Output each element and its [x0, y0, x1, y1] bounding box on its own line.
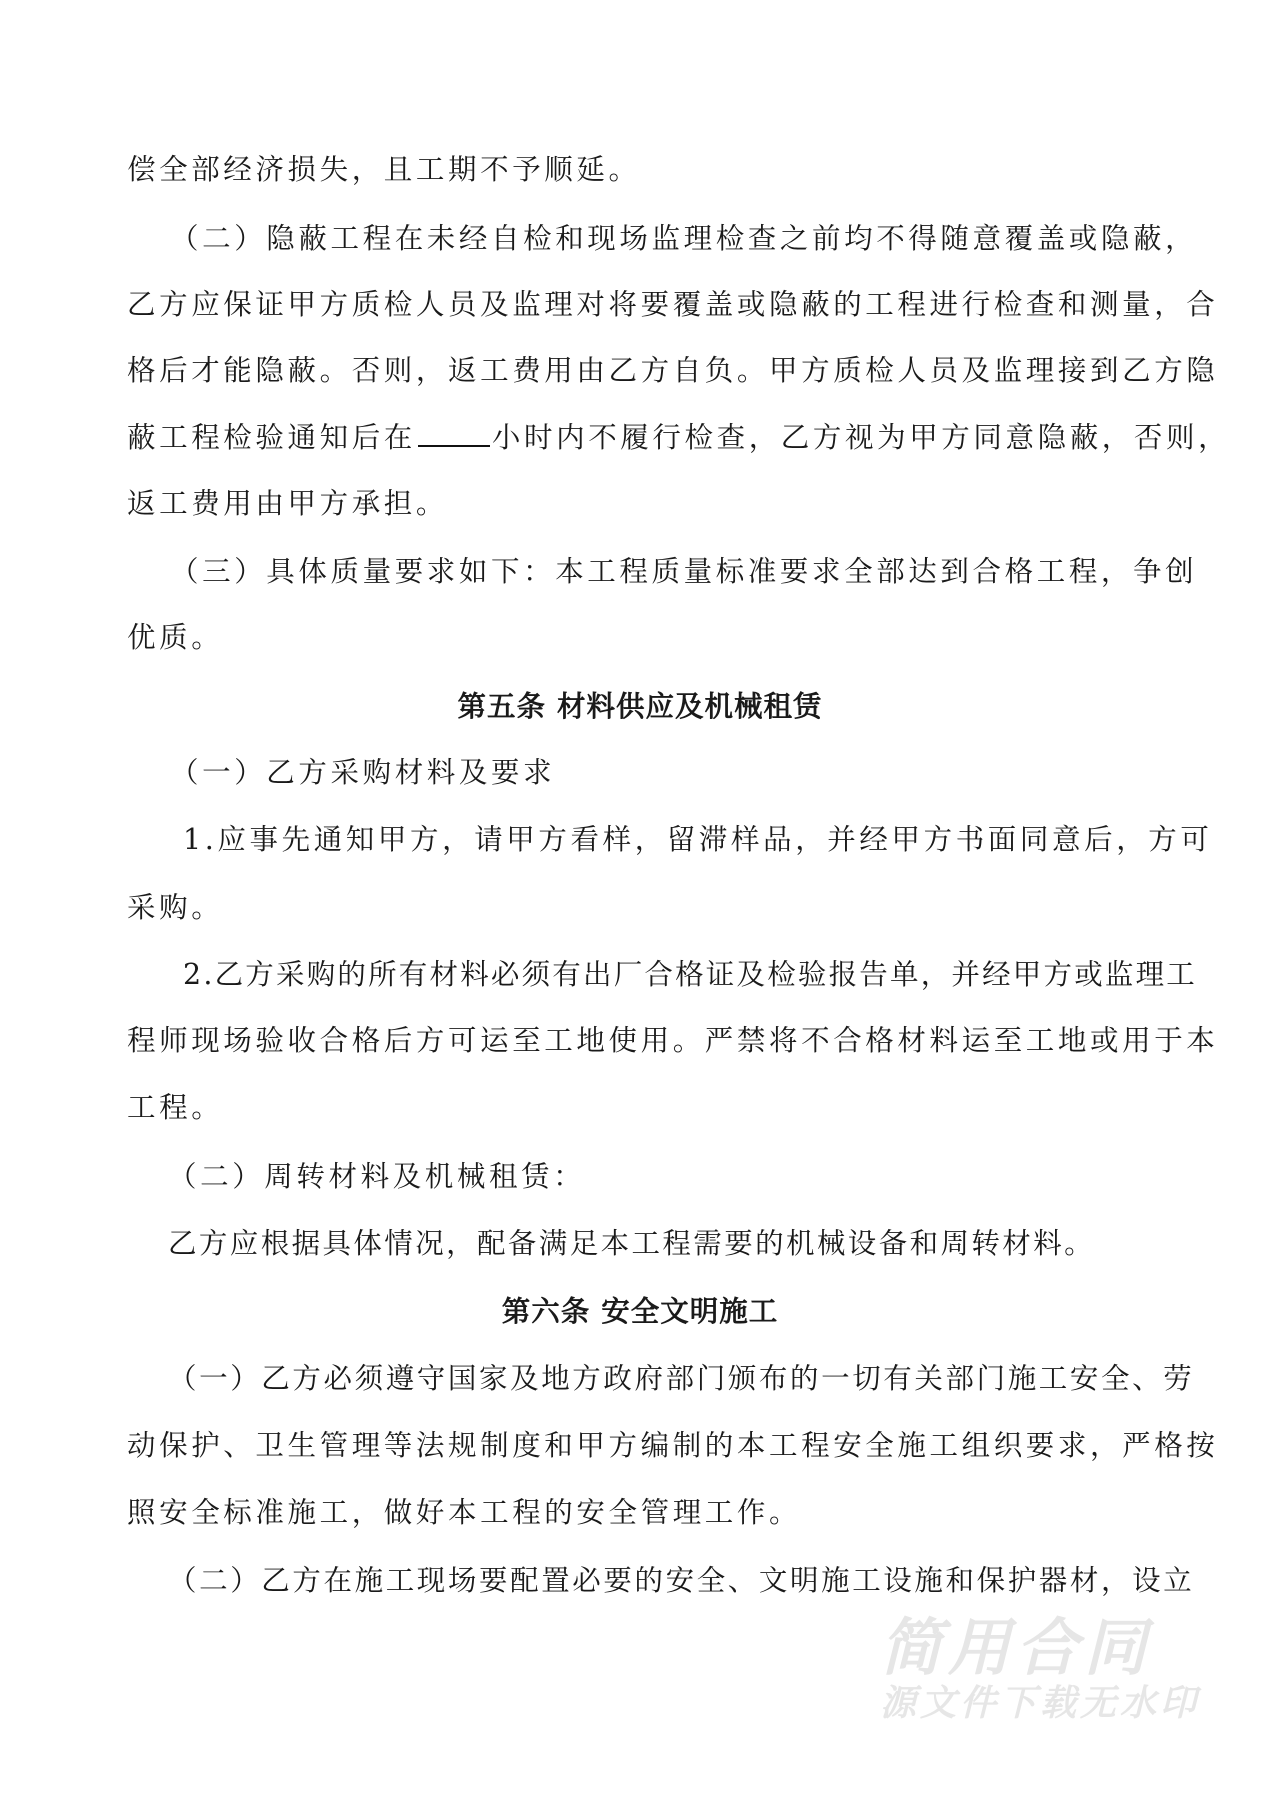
paragraph-line: （一）乙方采购材料及要求	[170, 756, 556, 789]
paragraph-line: 偿全部经济损失，且工期不予顺延。	[127, 153, 641, 186]
paragraph-line: 2.乙方采购的所有材料必须有出厂合格证及检验报告单，并经甲方或监理工	[183, 958, 1197, 991]
paragraph-line-with-blank	[127, 417, 1231, 458]
watermark-subtitle: 源文件下载无水印	[880, 1683, 1201, 1724]
paragraph-line: 乙方应保证甲方质检人员及监理对将要覆盖或隐蔽的工程进行检查和测量，合	[127, 288, 1219, 321]
fill-in-blank	[418, 417, 490, 447]
paragraph-line: 程师现场验收合格后方可运至工地使用。严禁将不合格材料运至工地或用于本	[127, 1024, 1219, 1057]
paragraph-line: （二）隐蔽工程在未经自检和现场监理检查之前均不得随意覆盖或隐蔽，	[170, 222, 1198, 255]
paragraph-line: 动保护、卫生管理等法规制度和甲方编制的本工程安全施工组织要求，严格按	[127, 1429, 1219, 1462]
paragraph-line: （三）具体质量要求如下：本工程质量标准要求全部达到合格工程，争创	[170, 555, 1198, 588]
paragraph-line: 优质。	[127, 621, 224, 654]
section-heading-article-6: 第六条 安全文明施工	[501, 1294, 779, 1328]
paragraph-line: （一）乙方必须遵守国家及地方政府部门颁布的一切有关部门施工安全、劳	[168, 1362, 1195, 1395]
paragraph-line: （二）乙方在施工现场要配置必要的安全、文明施工设施和保护器材，设立	[168, 1564, 1195, 1597]
paragraph-line: 格后才能隐蔽。否则，返工费用由乙方自负。甲方质检人员及监理接到乙方隐	[127, 354, 1219, 387]
paragraph-line: 1.应事先通知甲方，请甲方看样，留滞样品，并经甲方书面同意后，方可	[183, 823, 1213, 856]
section-heading-article-5: 第五条 材料供应及机械租赁	[457, 689, 823, 723]
watermark-logo-text: 简用合同	[880, 1611, 1153, 1684]
paragraph-line: 工程。	[127, 1091, 224, 1124]
text-after-blank: 小时内不履行检查，乙方视为甲方同意隐蔽，否则，	[491, 421, 1231, 454]
paragraph-line: 照安全标准施工，做好本工程的安全管理工作。	[127, 1496, 802, 1529]
text-before-blank: 蔽工程检验通知后在	[127, 421, 416, 454]
paragraph-line: （二）周转材料及机械租赁：	[168, 1160, 586, 1193]
paragraph-line: 采购。	[127, 891, 224, 924]
paragraph-line: 返工费用由甲方承担。	[127, 487, 449, 520]
paragraph-line: 乙方应根据具体情况，配备满足本工程需要的机械设备和周转材料。	[168, 1227, 1096, 1260]
